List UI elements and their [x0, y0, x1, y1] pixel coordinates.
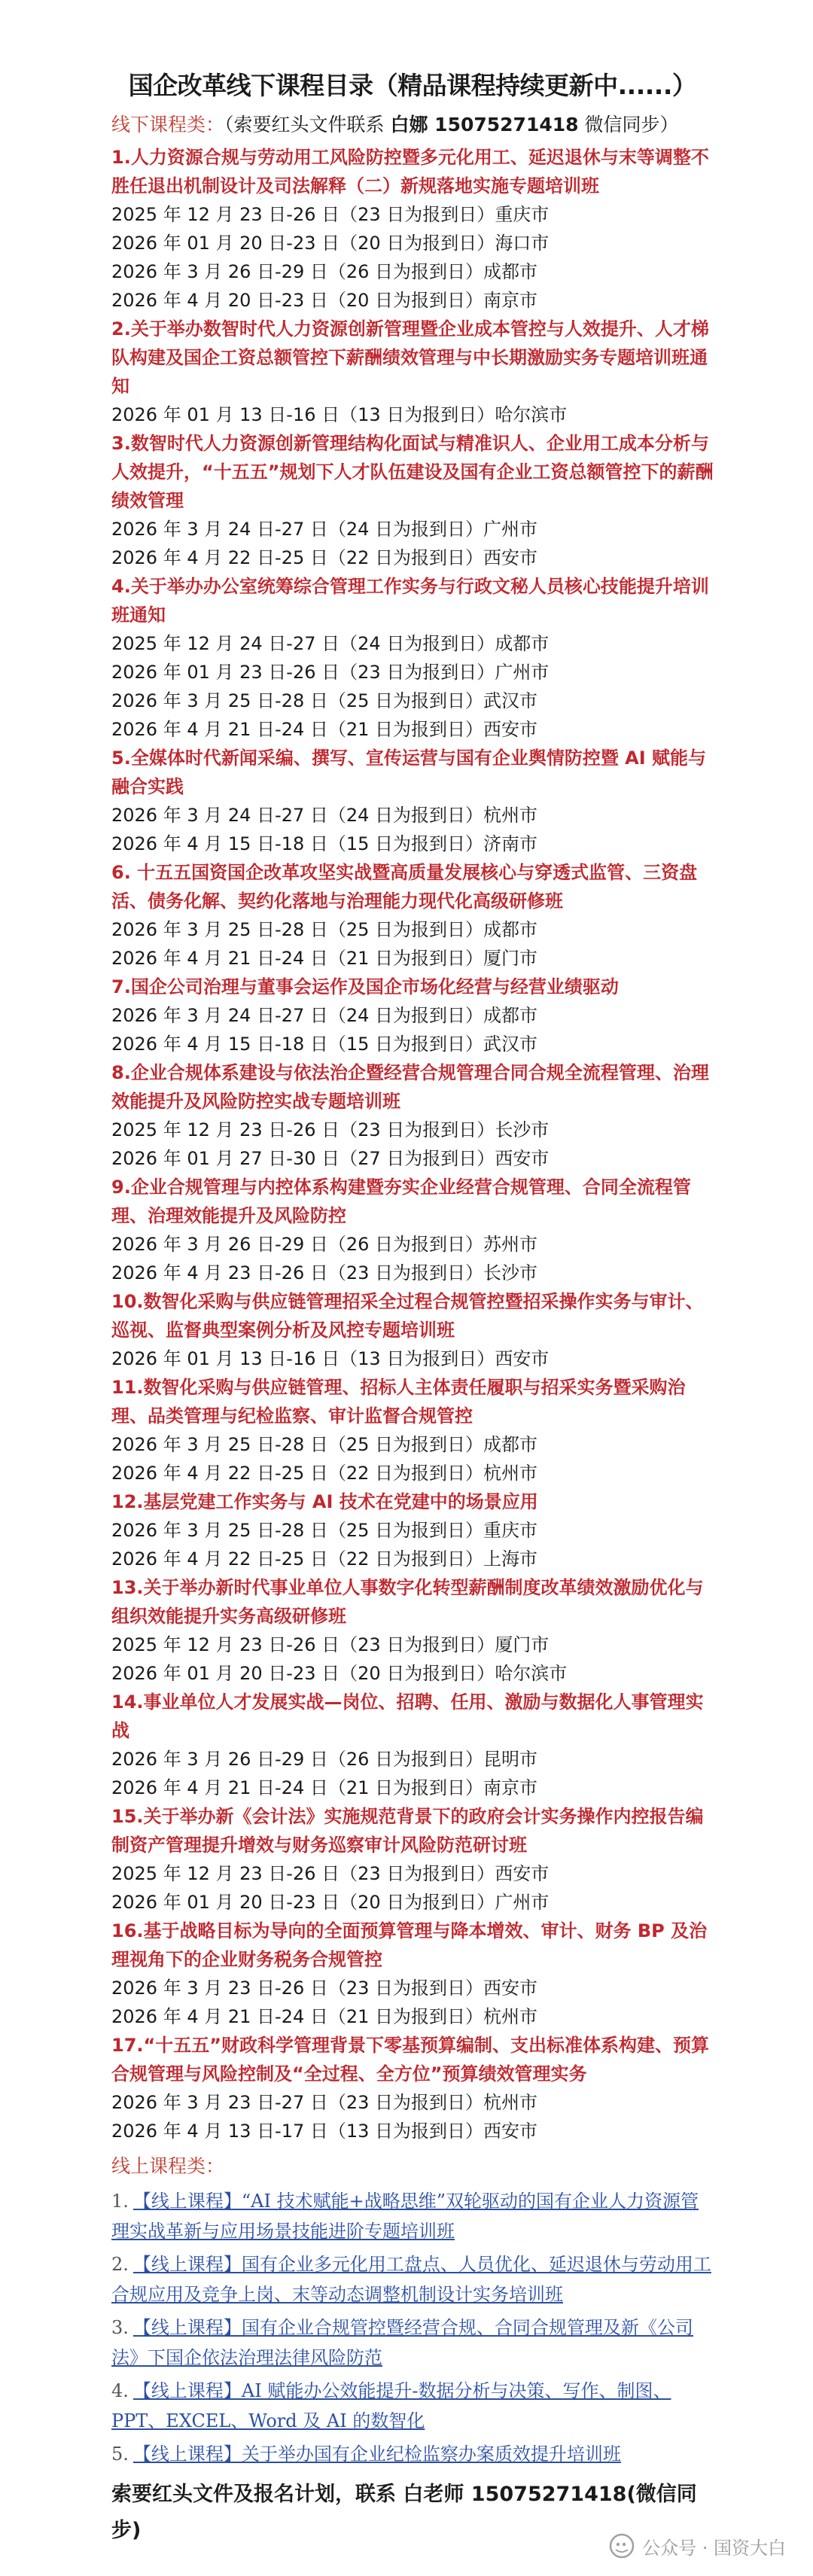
session-city: 重庆市	[483, 1520, 538, 1541]
session-city: 成都市	[483, 261, 538, 282]
session-city: 南京市	[483, 1777, 538, 1798]
session-date: 2025 年 12 月 23 日-26 日	[111, 204, 340, 225]
course-block	[111, 572, 714, 744]
session-city: 海口市	[495, 233, 550, 254]
session-note: （25 日为报到日）	[327, 1520, 484, 1541]
session-date: 2026 年 3 月 26 日-29 日	[111, 261, 328, 282]
course-title: 8.企业合规体系建设与依法治企暨经营合规管理合同合规全流程管理、治理效能提升及风险防控实战专题培训班	[111, 1062, 709, 1112]
session-note: （25 日为报到日）	[327, 690, 484, 711]
session-date: 2026 年 01 月 20 日-23 日	[111, 1892, 340, 1913]
session-date: 2026 年 3 月 24 日-27 日	[111, 805, 328, 826]
session-row	[111, 286, 714, 315]
session-note: （24 日为报到日）	[327, 1005, 484, 1026]
online-course-number: 3.	[111, 2317, 129, 2338]
online-course-link[interactable]	[111, 2186, 714, 2246]
session-note: （22 日为报到日）	[327, 1463, 484, 1484]
session-city: 武汉市	[483, 1034, 538, 1055]
session-city: 重庆市	[495, 204, 550, 225]
session-row	[111, 1344, 714, 1373]
session-row	[111, 200, 714, 229]
intro-tail: 微信同步）	[578, 114, 679, 135]
session-row	[111, 1001, 714, 1030]
session-row	[111, 629, 714, 658]
session-date: 2026 年 01 月 13 日-16 日	[111, 1348, 340, 1369]
session-date: 2025 年 12 月 24 日-27 日	[111, 633, 340, 654]
session-date: 2026 年 3 月 25 日-28 日	[111, 690, 328, 711]
session-note: （23 日为报到日）	[340, 1634, 495, 1655]
session-city: 广州市	[483, 519, 538, 540]
course-block	[111, 1058, 714, 1173]
session-city: 西安市	[483, 1978, 538, 1999]
online-course-link[interactable]	[111, 2249, 714, 2310]
online-course-number: 5.	[111, 2444, 129, 2465]
session-row	[111, 1259, 714, 1287]
session-city: 成都市	[483, 1434, 538, 1455]
session-row	[111, 229, 714, 257]
session-row	[111, 1659, 714, 1688]
session-row	[111, 2117, 714, 2145]
session-date: 2026 年 01 月 20 日-23 日	[111, 233, 340, 254]
session-note: （21 日为报到日）	[327, 719, 484, 740]
session-city: 广州市	[495, 662, 550, 683]
session-date: 2026 年 4 月 21 日-24 日	[111, 948, 328, 969]
online-course-title: 【线上课程】关于举办国有企业纪检监察办案质效提升培训班	[132, 2444, 621, 2465]
online-section-label: 线上课程类：	[111, 2155, 225, 2177]
session-row	[111, 915, 714, 944]
session-date: 2026 年 01 月 23 日-26 日	[111, 662, 340, 683]
session-date: 2026 年 4 月 23 日-26 日	[111, 1262, 328, 1283]
online-course-link[interactable]	[111, 2376, 714, 2436]
session-city: 杭州市	[483, 2092, 538, 2113]
session-city: 厦门市	[495, 1634, 550, 1655]
session-row	[111, 715, 714, 744]
session-city: 杭州市	[483, 2006, 538, 2027]
course-title: 11.数智化采购与供应链管理、招标人主体责任履职与招采实务暨采购治理、品类管理与纪检监察、审计监督合规管控	[111, 1377, 686, 1427]
session-note: （13 日为报到日）	[340, 404, 495, 425]
online-course-list	[111, 2186, 714, 2469]
session-note: （24 日为报到日）	[340, 633, 495, 654]
session-row	[111, 1459, 714, 1487]
session-city: 成都市	[495, 633, 550, 654]
intro-text: （索要红头文件联系	[224, 114, 391, 135]
session-row	[111, 687, 714, 715]
session-row	[111, 400, 714, 429]
online-course-title: 【线上课程】国有企业合规管控暨经营合规、合同合规管理及新《公司法》下国企依法治理法律风险防范	[111, 2317, 693, 2368]
session-row	[111, 1745, 714, 1774]
session-date: 2026 年 4 月 21 日-24 日	[111, 2006, 328, 2027]
document-page	[111, 66, 714, 2549]
session-row	[111, 515, 714, 544]
course-title: 15.关于举办新《会计法》实施规范背景下的政府会计实务操作内控报告编制资产管理提升增效与财务巡察审计风险防范研讨班	[111, 1806, 704, 1856]
session-note: （21 日为报到日）	[327, 1777, 484, 1798]
session-date: 2025 年 12 月 23 日-26 日	[111, 1119, 340, 1140]
session-city: 杭州市	[483, 1463, 538, 1484]
session-date: 2026 年 01 月 20 日-23 日	[111, 1663, 340, 1684]
course-title: 7.国企公司治理与董事会运作及国企市场化经营与经营业绩驱动	[111, 976, 619, 997]
session-note: （21 日为报到日）	[327, 948, 484, 969]
session-city: 西安市	[483, 547, 538, 568]
session-city: 西安市	[495, 1348, 550, 1369]
course-list	[111, 143, 714, 2145]
course-block	[111, 1487, 714, 1573]
session-row	[111, 1859, 714, 1888]
session-row	[111, 944, 714, 973]
course-block	[111, 973, 714, 1058]
session-note: （26 日为报到日）	[327, 1749, 484, 1770]
course-block	[111, 1573, 714, 1688]
session-date: 2026 年 3 月 26 日-29 日	[111, 1234, 328, 1255]
course-block	[111, 1917, 714, 2031]
online-course-title: 【线上课程】“AI 技术赋能+战略思维”双轮驱动的国有企业人力资源管理实战革新与应用场景技能进阶专题培训班	[111, 2191, 699, 2242]
session-note: （13 日为报到日）	[340, 1348, 495, 1369]
course-title: 1.人力资源合规与劳动用工风险防控暨多元化用工、延迟退休与末等调整不胜任退出机制设计及司法解释（二）新规落地实施专题培训班	[111, 147, 709, 196]
wechat-official-account-icon	[609, 2533, 635, 2559]
course-block	[111, 2031, 714, 2145]
session-note: （22 日为报到日）	[327, 547, 484, 568]
session-note: （23 日为报到日）	[340, 662, 495, 683]
session-date: 2026 年 3 月 25 日-28 日	[111, 919, 328, 940]
course-title: 10.数智化采购与供应链管理招采全过程合规管控暨招采操作实务与审计、巡视、监督典型案例分析及风控专题培训班	[111, 1291, 704, 1341]
session-date: 2026 年 3 月 24 日-27 日	[111, 519, 328, 540]
course-block	[111, 744, 714, 858]
session-note: （15 日为报到日）	[327, 1034, 484, 1055]
session-note: （27 日为报到日）	[340, 1148, 495, 1169]
session-city: 西安市	[483, 2121, 538, 2142]
session-city: 西安市	[495, 1148, 550, 1169]
course-title: 13.关于举办新时代事业单位人事数字化转型薪酬制度改革绩效激励优化与组织效能提升实务高级研修班	[111, 1577, 704, 1627]
session-note: （23 日为报到日）	[327, 2092, 484, 2113]
session-date: 2025 年 12 月 23 日-26 日	[111, 1863, 340, 1884]
course-block	[111, 1173, 714, 1287]
session-row	[111, 2088, 714, 2117]
session-row	[111, 1774, 714, 1802]
session-row	[111, 1888, 714, 1917]
session-row	[111, 1430, 714, 1459]
session-city: 长沙市	[483, 1262, 538, 1283]
session-date: 2026 年 4 月 22 日-25 日	[111, 1548, 328, 1570]
session-date: 2026 年 3 月 25 日-28 日	[111, 1434, 328, 1455]
session-date: 2026 年 3 月 26 日-29 日	[111, 1749, 328, 1770]
page-title: 国企改革线下课程目录（精品课程持续更新中......）	[128, 71, 697, 100]
course-title: 3.数智时代人力资源创新管理结构化面试与精准识人、企业用工成本分析与人效提升，“十五五”规划下人才队伍建设及国有企业工资总额管控下的薪酬绩效管理	[111, 433, 714, 511]
course-title: 17.“十五五”财政科学管理背景下零基预算编制、支出标准体系构建、预算合规管理与风险控制及“全过程、全方位”预算绩效管理实务	[111, 2035, 710, 2084]
course-block	[111, 1802, 714, 1917]
session-note: （23 日为报到日）	[340, 1119, 495, 1140]
session-note: （24 日为报到日）	[327, 805, 484, 826]
session-date: 2026 年 4 月 13 日-17 日	[111, 2121, 328, 2142]
session-date: 2026 年 3 月 25 日-28 日	[111, 1520, 328, 1541]
session-row	[111, 1631, 714, 1659]
session-note: （23 日为报到日）	[327, 1978, 484, 1999]
session-city: 西安市	[495, 1863, 550, 1884]
session-note: （23 日为报到日）	[340, 1863, 495, 1884]
session-row	[111, 1545, 714, 1573]
course-title: 9.企业合规管理与内控体系构建暨夯实企业经营合规管理、合同全流程管理、治理效能提升及风险防控	[111, 1177, 691, 1226]
session-date: 2026 年 4 月 22 日-25 日	[111, 547, 328, 568]
course-title: 12.基层党建工作实务与 AI 技术在党建中的场景应用	[111, 1491, 538, 1512]
session-city: 成都市	[483, 919, 538, 940]
session-note: （21 日为报到日）	[327, 2006, 484, 2027]
online-course-title: 【线上课程】AI 赋能办公效能提升-数据分析与决策、写作、制图、PPT、EXCEL、Word 及 AI 的数智化	[111, 2380, 671, 2431]
online-course-number: 1.	[111, 2191, 129, 2212]
session-note: （23 日为报到日）	[340, 204, 495, 225]
session-date: 2026 年 4 月 15 日-18 日	[111, 833, 328, 854]
session-note: （25 日为报到日）	[327, 919, 484, 940]
course-block	[111, 858, 714, 973]
session-city: 哈尔滨市	[495, 404, 568, 425]
session-city: 广州市	[495, 1892, 550, 1913]
contact-info: 白娜 15075271418	[390, 114, 579, 135]
session-city: 上海市	[483, 1548, 538, 1570]
session-note: （15 日为报到日）	[327, 833, 484, 854]
footer-contact: 索要红头文件及报名计划，联系 白老师 15075271418(微信同步)	[111, 2483, 697, 2542]
online-course-link[interactable]	[111, 2313, 714, 2373]
course-block	[111, 1373, 714, 1487]
course-block	[111, 315, 714, 429]
watermark-text: 公众号 · 国资大白	[642, 2537, 786, 2559]
session-row	[111, 1516, 714, 1545]
session-row	[111, 257, 714, 286]
session-date: 2026 年 4 月 21 日-24 日	[111, 1777, 328, 1798]
online-course-number: 4.	[111, 2380, 129, 2401]
session-date: 2026 年 4 月 15 日-18 日	[111, 1034, 328, 1055]
session-row	[111, 801, 714, 830]
online-course-link[interactable]	[111, 2439, 714, 2469]
watermark	[609, 2523, 786, 2568]
session-city: 杭州市	[483, 805, 538, 826]
session-row	[111, 1974, 714, 2002]
session-note: （26 日为报到日）	[327, 1234, 484, 1255]
online-course-title: 【线上课程】国有企业多元化用工盘点、人员优化、延迟退休与劳动用工合规应用及竞争上岗、末等动态调整机制设计实务培训班	[111, 2254, 711, 2305]
session-city: 厦门市	[483, 948, 538, 969]
session-note: （20 日为报到日）	[340, 1892, 495, 1913]
course-block	[111, 143, 714, 315]
session-date: 2026 年 4 月 21 日-24 日	[111, 719, 328, 740]
course-block	[111, 1688, 714, 1802]
session-city: 成都市	[483, 1005, 538, 1026]
session-note: （20 日为报到日）	[327, 290, 484, 311]
offline-section-label: 线下课程类：	[111, 114, 225, 135]
session-note: （20 日为报到日）	[340, 233, 495, 254]
session-date: 2026 年 01 月 27 日-30 日	[111, 1148, 340, 1169]
session-row	[111, 1116, 714, 1144]
session-note: （25 日为报到日）	[327, 1434, 484, 1455]
session-city: 西安市	[483, 719, 538, 740]
session-date: 2026 年 3 月 24 日-27 日	[111, 1005, 328, 1026]
course-title: 5.全媒体时代新闻采编、撰写、宣传运营与国有企业舆情防控暨 AI 赋能与融合实践	[111, 748, 707, 797]
course-block	[111, 1287, 714, 1373]
session-date: 2026 年 3 月 23 日-26 日	[111, 1978, 328, 1999]
course-title: 14.事业单位人才发展实战—岗位、招聘、任用、激励与数据化人事管理实战	[111, 1691, 704, 1741]
session-row	[111, 830, 714, 858]
session-date: 2026 年 3 月 23 日-27 日	[111, 2092, 328, 2113]
session-row	[111, 658, 714, 687]
course-title: 2.关于举办数智时代人力资源创新管理暨企业成本管控与人效提升、人才梯队构建及国企工资总额管控下薪酬绩效管理与中长期激励实务专题培训班通知	[111, 318, 709, 397]
session-row	[111, 1030, 714, 1058]
session-city: 长沙市	[495, 1119, 550, 1140]
course-title: 4.关于举办办公室统筹综合管理工作实务与行政文秘人员核心技能提升培训班通知	[111, 576, 709, 626]
session-city: 苏州市	[483, 1234, 538, 1255]
session-city: 昆明市	[483, 1749, 538, 1770]
session-note: （24 日为报到日）	[327, 519, 484, 540]
session-note: （23 日为报到日）	[327, 1262, 484, 1283]
session-row	[111, 1144, 714, 1173]
session-city: 济南市	[483, 833, 538, 854]
course-title: 16.基于战略目标为导向的全面预算管理与降本增效、审计、财务 BP 及治理视角下的企业财务税务合规管控	[111, 1920, 708, 1970]
session-city: 哈尔滨市	[495, 1663, 568, 1684]
session-note: （13 日为报到日）	[327, 2121, 484, 2142]
session-note: （26 日为报到日）	[327, 261, 484, 282]
session-row	[111, 1230, 714, 1259]
online-course-number: 2.	[111, 2254, 129, 2275]
intro-line	[111, 108, 714, 142]
session-note: （20 日为报到日）	[340, 1663, 495, 1684]
session-date: 2025 年 12 月 23 日-26 日	[111, 1634, 340, 1655]
course-block	[111, 429, 714, 572]
session-date: 2026 年 4 月 20 日-23 日	[111, 290, 328, 311]
session-date: 2026 年 01 月 13 日-16 日	[111, 404, 340, 425]
session-city: 武汉市	[483, 690, 538, 711]
session-row	[111, 544, 714, 572]
course-title: 6. 十五五国资国企改革攻坚实战暨高质量发展核心与穿透式监管、三资盘活、债务化解、契约化落地与治理能力现代化高级研修班	[111, 862, 698, 912]
session-note: （22 日为报到日）	[327, 1548, 484, 1570]
session-row	[111, 2002, 714, 2031]
session-city: 南京市	[483, 290, 538, 311]
session-date: 2026 年 4 月 22 日-25 日	[111, 1463, 328, 1484]
